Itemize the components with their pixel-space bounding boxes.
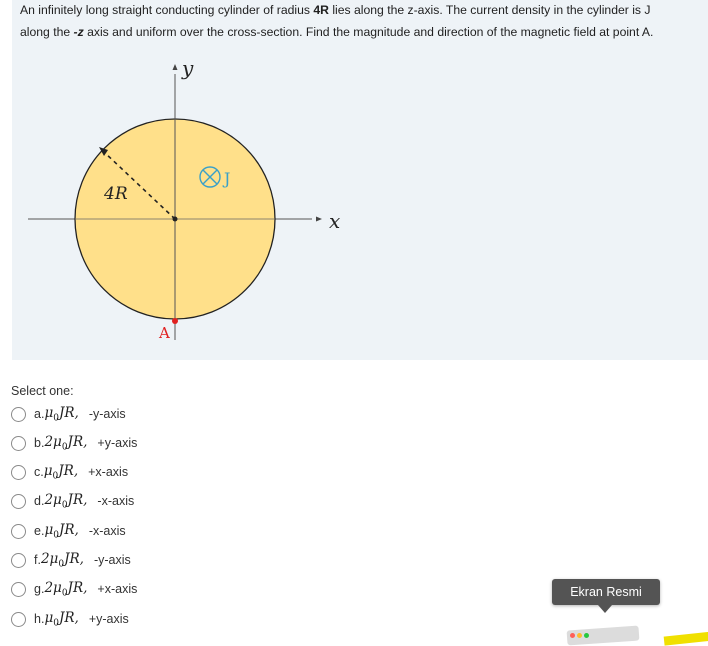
option-letter: b.	[34, 436, 45, 450]
question-line2-a: along the	[20, 24, 74, 39]
yellow-stripe	[664, 631, 708, 645]
option-direction: +x-axis	[97, 582, 138, 596]
point-a-label: A	[159, 324, 170, 342]
option-letter: c.	[34, 465, 44, 479]
screenshot-tooltip: Ekran Resmi	[552, 579, 660, 605]
radius-label: 4R	[104, 184, 128, 204]
option-direction: -y-axis	[88, 407, 126, 421]
option-letter: f.	[34, 553, 41, 567]
select-one-label: Select one:	[11, 384, 74, 398]
radio-b[interactable]	[11, 436, 26, 451]
window-dots-icon	[570, 633, 589, 638]
option-g[interactable]	[11, 576, 271, 602]
x-axis-label: x	[329, 209, 341, 233]
option-formula: $\mu_0JR$,	[44, 521, 79, 541]
question-line2-c: axis and uniform over the cross-section. Find the magnitude and direction of the magnetic field at point A.	[83, 24, 654, 39]
option-a[interactable]	[11, 401, 271, 427]
option-letter: d.	[34, 494, 45, 508]
option-formula: $\mu_0JR$,	[44, 404, 79, 424]
question-direction: -z	[73, 24, 84, 39]
radio-h[interactable]	[11, 612, 26, 627]
radio-g[interactable]	[11, 582, 26, 597]
current-label: J	[224, 169, 231, 188]
option-f[interactable]	[11, 547, 271, 573]
option-direction: -x-axis	[97, 494, 135, 508]
radio-e[interactable]	[11, 524, 26, 539]
option-d[interactable]	[11, 488, 271, 514]
point-a-marker	[172, 318, 178, 324]
option-c[interactable]	[11, 459, 271, 485]
option-direction: +y-axis	[97, 436, 138, 450]
question-radius: 4R	[313, 3, 329, 17]
center-point	[173, 217, 178, 222]
question-panel	[12, 0, 708, 360]
option-formula: $\mu_0JR$,	[43, 462, 79, 482]
option-formula: $2\mu_0JR$,	[44, 579, 88, 599]
option-formula: $2\mu_0JR$,	[44, 433, 88, 453]
y-axis-arrow	[173, 64, 178, 70]
radio-f[interactable]	[11, 553, 26, 568]
option-letter: h.	[34, 612, 45, 626]
question-line1-a: An infinitely long straight conducting cylinder of radius	[20, 3, 314, 17]
option-formula: $\mu_0JR$,	[44, 609, 79, 629]
option-letter: a.	[34, 407, 45, 421]
option-h[interactable]	[11, 606, 271, 632]
y-axis-label: y	[182, 56, 194, 80]
option-b[interactable]	[11, 430, 271, 456]
radio-d[interactable]	[11, 494, 26, 509]
option-formula: $2\mu_0JR$,	[44, 491, 88, 511]
tooltip-arrow	[598, 605, 612, 613]
option-formula: $2\mu_0JR$,	[40, 550, 84, 570]
option-direction: +y-axis	[88, 612, 129, 626]
option-letter: e.	[34, 524, 45, 538]
option-direction: -x-axis	[88, 524, 126, 538]
option-direction: -y-axis	[93, 553, 131, 567]
option-e[interactable]	[11, 518, 271, 544]
option-direction: +x-axis	[88, 465, 129, 479]
x-axis-arrow	[316, 217, 322, 222]
cylinder-figure	[12, 0, 708, 360]
radio-c[interactable]	[11, 465, 26, 480]
question-line1-c: lies along the z-axis. The current density in the cylinder is J	[328, 3, 651, 17]
radio-a[interactable]	[11, 407, 26, 422]
option-letter: g.	[34, 582, 45, 596]
